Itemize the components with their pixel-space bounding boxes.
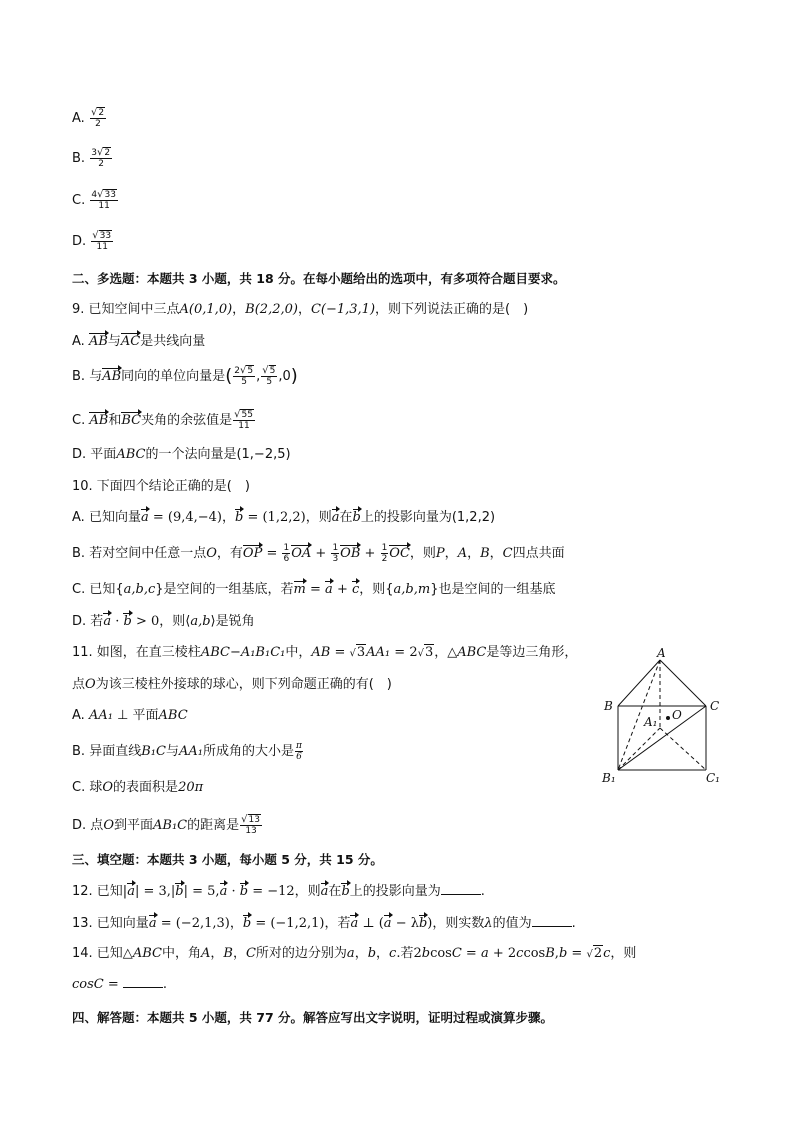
q11-stem-line2: 点O为该三棱柱外接球的球心，则下列命题正确的有( ) xyxy=(72,677,392,692)
q13: 13. 已知向量a = (−2,1,3)，b = (−1,2,1)，若a ⊥ (a − λb)，则实数λ的值为 . xyxy=(72,914,576,934)
option-label: D. xyxy=(72,234,87,249)
q8-option-a xyxy=(72,108,107,129)
prism-figure xyxy=(598,646,724,786)
q10-option-d: D. 若a · b > 0，则⟨a,b⟩是锐角 xyxy=(72,612,255,632)
segment-B1C xyxy=(618,706,706,770)
fraction: $\frac{4√33}{11}$ xyxy=(91,189,116,211)
section-heading-multi-choice: 二、多选题：本题共 3 小题，共 18 分。在每小题给出的选项中，有多项符合题目要求。 xyxy=(72,271,566,286)
q9-option-b: B. 与AB同向的单位向量是( $\frac{2√5}{5}$ , $\frac{√5}{5}$ ,0) xyxy=(72,365,298,387)
q11-stem-line1: 11. 如图，在直三棱柱ABC−A₁B₁C₁中，AB = √3AA₁ = 2√3，△ABC是等边三角形， xyxy=(72,645,578,660)
option-label: B. xyxy=(72,151,86,166)
fraction: $\frac{√2}{2}$ xyxy=(90,107,105,129)
fraction: $\frac{2√5}{5}$ xyxy=(234,365,254,387)
fraction: $\frac{1}{6}$ xyxy=(283,543,290,564)
q9-stem: 9. 已知空间中三点A(0,1,0)，B(2,2,0)，C(−1,3,1)，则下列说法正确的是( ) xyxy=(72,302,529,317)
label-B1: B₁ xyxy=(602,771,616,785)
label-A: A xyxy=(657,646,666,660)
option-label: C. xyxy=(72,193,86,208)
label-B: B xyxy=(604,699,613,713)
fraction: $\frac{√13}{13}$ xyxy=(241,814,260,836)
q9-option-a: A. AB与AC是共线向量 xyxy=(72,332,205,352)
q10-option-a: A. 已知向量a = (9,4,−4)，b = (1,2,2)，则a在b上的投影向量为(1,2,2) xyxy=(72,508,495,528)
fraction: $\frac{1}{2}$ xyxy=(381,543,388,564)
q11-option-b: B. 异面直线B₁C与AA₁所成角的大小是 $\frac{\pi}{6}$ xyxy=(72,741,302,762)
section-heading-fill-blank: 三、填空题：本题共 3 小题，每小题 5 分，共 15 分。 xyxy=(72,852,383,867)
answer-blank[interactable] xyxy=(123,975,163,988)
fraction: $\frac{√55}{11}$ xyxy=(234,409,253,431)
q10-option-c: C. 已知{a,b,c}是空间的一组基底，若m = a + c，则{a,b,m}也是空间的一组基底 xyxy=(72,580,556,600)
q8-option-b xyxy=(72,148,113,169)
fraction: $\frac{√5}{5}$ xyxy=(262,365,276,387)
label-C1: C₁ xyxy=(706,771,720,785)
q12: 12. 已知|a| = 3,|b| = 5,a · b = −12，则a在b上的投影向量为 . xyxy=(72,882,485,902)
center-O-dot xyxy=(666,716,670,720)
fraction: $\frac{3√2}{2}$ xyxy=(91,147,111,169)
q11-option-d: D. 点O到平面AB₁C的距离是 $\frac{√13}{13}$ xyxy=(72,814,260,836)
q14-line2: cosC = . xyxy=(72,977,168,992)
edge-AC xyxy=(660,660,706,706)
q9-option-d: D. 平面ABC的一个法向量是(1,−2,5) xyxy=(72,447,291,462)
q10-option-b: B. 若对空间中任意一点O，有OP = $\frac{1}{6}$ OA + $\frac{1}{3}$ OB + $\frac{1}{2}$ OC，则P，A，B，C四点共面 xyxy=(72,543,565,564)
q10-stem: 10. 下面四个结论正确的是( ) xyxy=(72,479,250,494)
q8-option-c xyxy=(72,190,119,211)
q11-option-a: A. AA₁ ⊥ 平面ABC xyxy=(72,708,188,723)
edge-AB xyxy=(618,660,660,706)
label-O: O xyxy=(672,708,682,722)
fraction: $\frac{1}{3}$ xyxy=(332,543,339,564)
answer-blank[interactable] xyxy=(532,914,572,927)
label-A1: A₁ xyxy=(644,715,658,729)
fraction: $\frac{√33}{11}$ xyxy=(92,230,112,252)
fraction: $\frac{\pi}{6}$ xyxy=(295,741,302,762)
q14-line1: 14. 已知△ABC中，角A，B，C所对的边分别为a，b，c.若2bcosC = a + 2ccosB,b = √2c，则 xyxy=(72,946,637,961)
q9-option-c: C. AB和BC夹角的余弦值是 $\frac{√55}{11}$ xyxy=(72,409,253,431)
edge-A1C1 xyxy=(660,728,706,770)
section-heading-solutions: 四、解答题：本题共 5 小题，共 77 分。解答应写出文字说明，证明过程或演算步骤。 xyxy=(72,1010,554,1025)
q11-option-c: C. 球O的表面积是20π xyxy=(72,780,204,795)
label-C: C xyxy=(710,699,720,713)
option-label: A. xyxy=(72,111,85,126)
answer-blank[interactable] xyxy=(441,882,481,895)
edge-A1B1 xyxy=(618,728,660,770)
q8-option-d xyxy=(72,231,114,252)
